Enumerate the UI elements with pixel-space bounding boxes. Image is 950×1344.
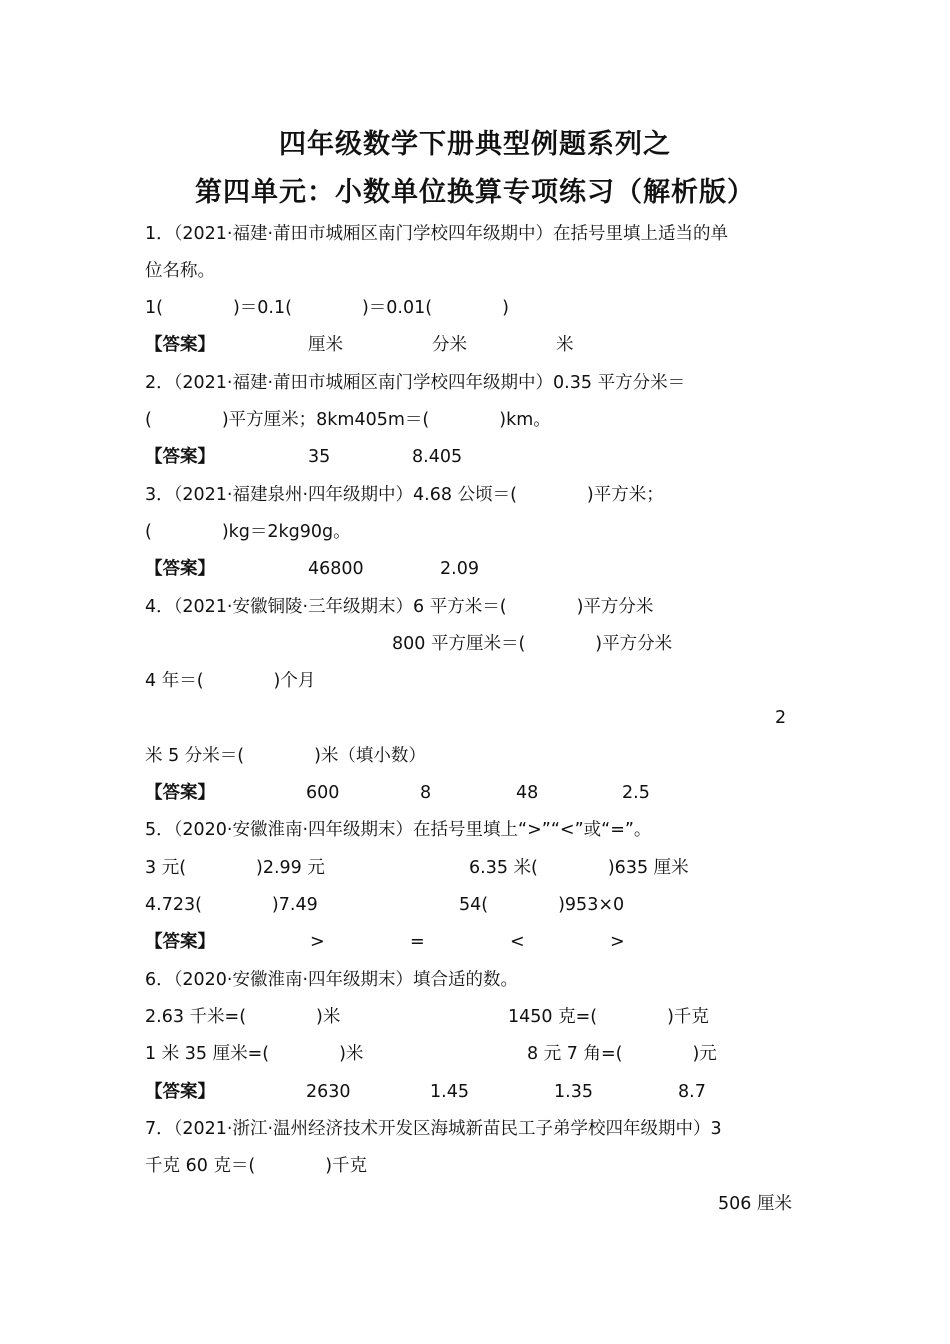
question-6-item-1: 2.63 千米=( )米 bbox=[145, 1007, 341, 1027]
question-7-text-line-1: 7．（2021·浙江·温州经济技术开发区海城新苗民工子弟学校四年级期中）3 bbox=[145, 1119, 722, 1139]
question-7-text-line-2: 千克 60 克＝( )千克 bbox=[145, 1156, 368, 1176]
question-2-text-line-2: ( )平方厘米；8km405m＝( )km。 bbox=[145, 410, 551, 430]
question-5-item-2: 6.35 米( )635 厘米 bbox=[469, 858, 689, 878]
question-6-text-line-1: 6．（2020·安徽淮南·四年级期末）填合适的数。 bbox=[145, 970, 519, 990]
question-2-text-line-1: 2．（2021·福建·莆田市城厢区南门学校四年级期中）0.35 平方分米＝ bbox=[145, 373, 686, 393]
answer-value: 8.405 bbox=[412, 447, 463, 467]
question-4-text-line-1: 4．（2021·安徽铜陵·三年级期末）6 平方米＝( )平方分米 bbox=[145, 597, 654, 617]
answer-value: 8.7 bbox=[678, 1082, 706, 1102]
answer-value: > bbox=[310, 932, 325, 952]
answer-value: 1.45 bbox=[430, 1082, 469, 1102]
page-title-line-2: 第四单元：小数单位换算专项练习（解析版） bbox=[195, 177, 755, 208]
question-5-item-4: 54( )953×0 bbox=[459, 895, 625, 915]
question-7-text-line-3: 506 厘米 bbox=[718, 1194, 792, 1214]
answer-value: 48 bbox=[516, 783, 539, 803]
question-4-text-line-4: 2 bbox=[775, 708, 787, 728]
answer-value: 米 bbox=[556, 335, 574, 355]
question-3-text-line-1: 3．（2021·福建泉州·四年级期中）4.68 公顷＝( )平方米； bbox=[145, 485, 664, 505]
question-5-item-1: 3 元( )2.99 元 bbox=[145, 858, 325, 878]
answer-value: 2.09 bbox=[440, 559, 479, 579]
answer-value: 1.35 bbox=[554, 1082, 593, 1102]
question-1-text-line-1: 1．（2021·福建·莆田市城厢区南门学校四年级期中）在括号里填上适当的单 bbox=[145, 224, 729, 244]
answer-value: 35 bbox=[308, 447, 331, 467]
question-6-item-3: 1 米 35 厘米=( )米 bbox=[145, 1044, 364, 1064]
question-5-text-line-1: 5．（2020·安徽淮南·四年级期末）在括号里填上“>”“<”或“=”。 bbox=[145, 820, 652, 840]
answer-label: 【答案】 bbox=[145, 447, 215, 467]
answer-value: 分米 bbox=[432, 335, 467, 355]
answer-label: 【答案】 bbox=[145, 1082, 215, 1102]
answer-label: 【答案】 bbox=[145, 932, 215, 952]
question-6-item-4: 8 元 7 角=( )元 bbox=[527, 1044, 717, 1064]
answer-value: > bbox=[610, 932, 625, 952]
answer-label: 【答案】 bbox=[145, 559, 215, 579]
question-5-item-3: 4.723( )7.49 bbox=[145, 895, 318, 915]
question-3-text-line-2: ( )kg＝2kg90g。 bbox=[145, 522, 351, 542]
answer-value: 8 bbox=[420, 783, 432, 803]
question-4-text-line-3: 4 年＝( )个月 bbox=[145, 671, 316, 691]
page-title-line-1: 四年级数学下册典型例题系列之 bbox=[279, 129, 671, 160]
question-1-blanks: 1( )＝0.1( )＝0.01( ) bbox=[145, 298, 509, 318]
answer-label: 【答案】 bbox=[145, 335, 215, 355]
answer-value: 46800 bbox=[308, 559, 364, 579]
answer-value: 600 bbox=[306, 783, 340, 803]
answer-value: 厘米 bbox=[308, 335, 343, 355]
answer-value: 2630 bbox=[306, 1082, 351, 1102]
answer-label: 【答案】 bbox=[145, 783, 215, 803]
question-6-item-2: 1450 克=( )千克 bbox=[508, 1007, 709, 1027]
question-1-text-line-2: 位名称。 bbox=[145, 261, 215, 281]
answer-value: = bbox=[410, 932, 425, 952]
answer-value: < bbox=[510, 932, 525, 952]
question-4-text-line-2: 800 平方厘米＝( )平方分米 bbox=[392, 634, 673, 654]
question-4-text-line-5: 米 5 分米＝( )米（填小数） bbox=[145, 746, 426, 766]
answer-value: 2.5 bbox=[622, 783, 650, 803]
